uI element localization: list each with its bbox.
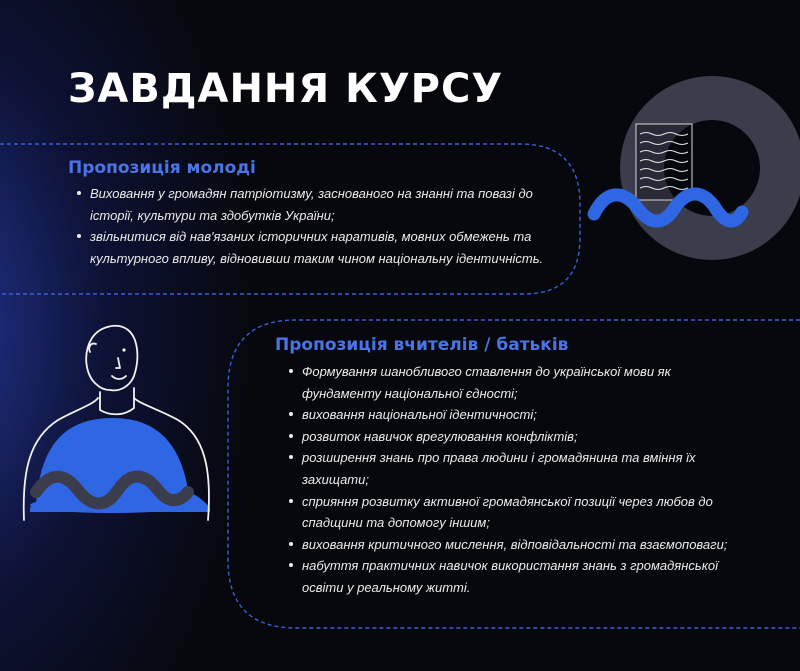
list-item: сприяння розвитку активної громадянської позиції через любов до спадщини та допомогу іншим; [286, 491, 746, 534]
section-youth-heading: Пропозиція молоді [68, 158, 256, 178]
list-item: виховання національної ідентичності; [286, 404, 746, 426]
ring-wave-illustration [594, 98, 782, 238]
section-teachers-heading: Пропозиція вчителів / батьків [275, 335, 569, 355]
list-item: звільнитися від нав'язаних історичних наративів, мовних обмежень та культурного впливу, відновивши таким чином національну ідентичність. [74, 226, 544, 269]
list-item: розширення знань про права людини і громадянина та вміння їх захищати; [286, 447, 746, 490]
person-illustration [24, 326, 210, 520]
section-teachers-list [286, 361, 746, 599]
list-item: розвиток навичок врегулювання конфліктів; [286, 426, 746, 448]
page-title: ЗАВДАННЯ КУРСУ [68, 66, 504, 112]
list-item: виховання критичного мислення, відповідальності та взаємоповаги; [286, 534, 746, 556]
list-item: Виховання у громадян патріотизму, заснованого на знанні та повазі до історії, культури та здобутків України; [74, 183, 544, 226]
list-item: набуття практичних навичок використання знань з громадянської освіти у реальному житті. [286, 555, 746, 598]
list-item: Формування шанобливого ставлення до української мови як фундаменту національної єдності; [286, 361, 746, 404]
section-youth-list [74, 183, 544, 269]
